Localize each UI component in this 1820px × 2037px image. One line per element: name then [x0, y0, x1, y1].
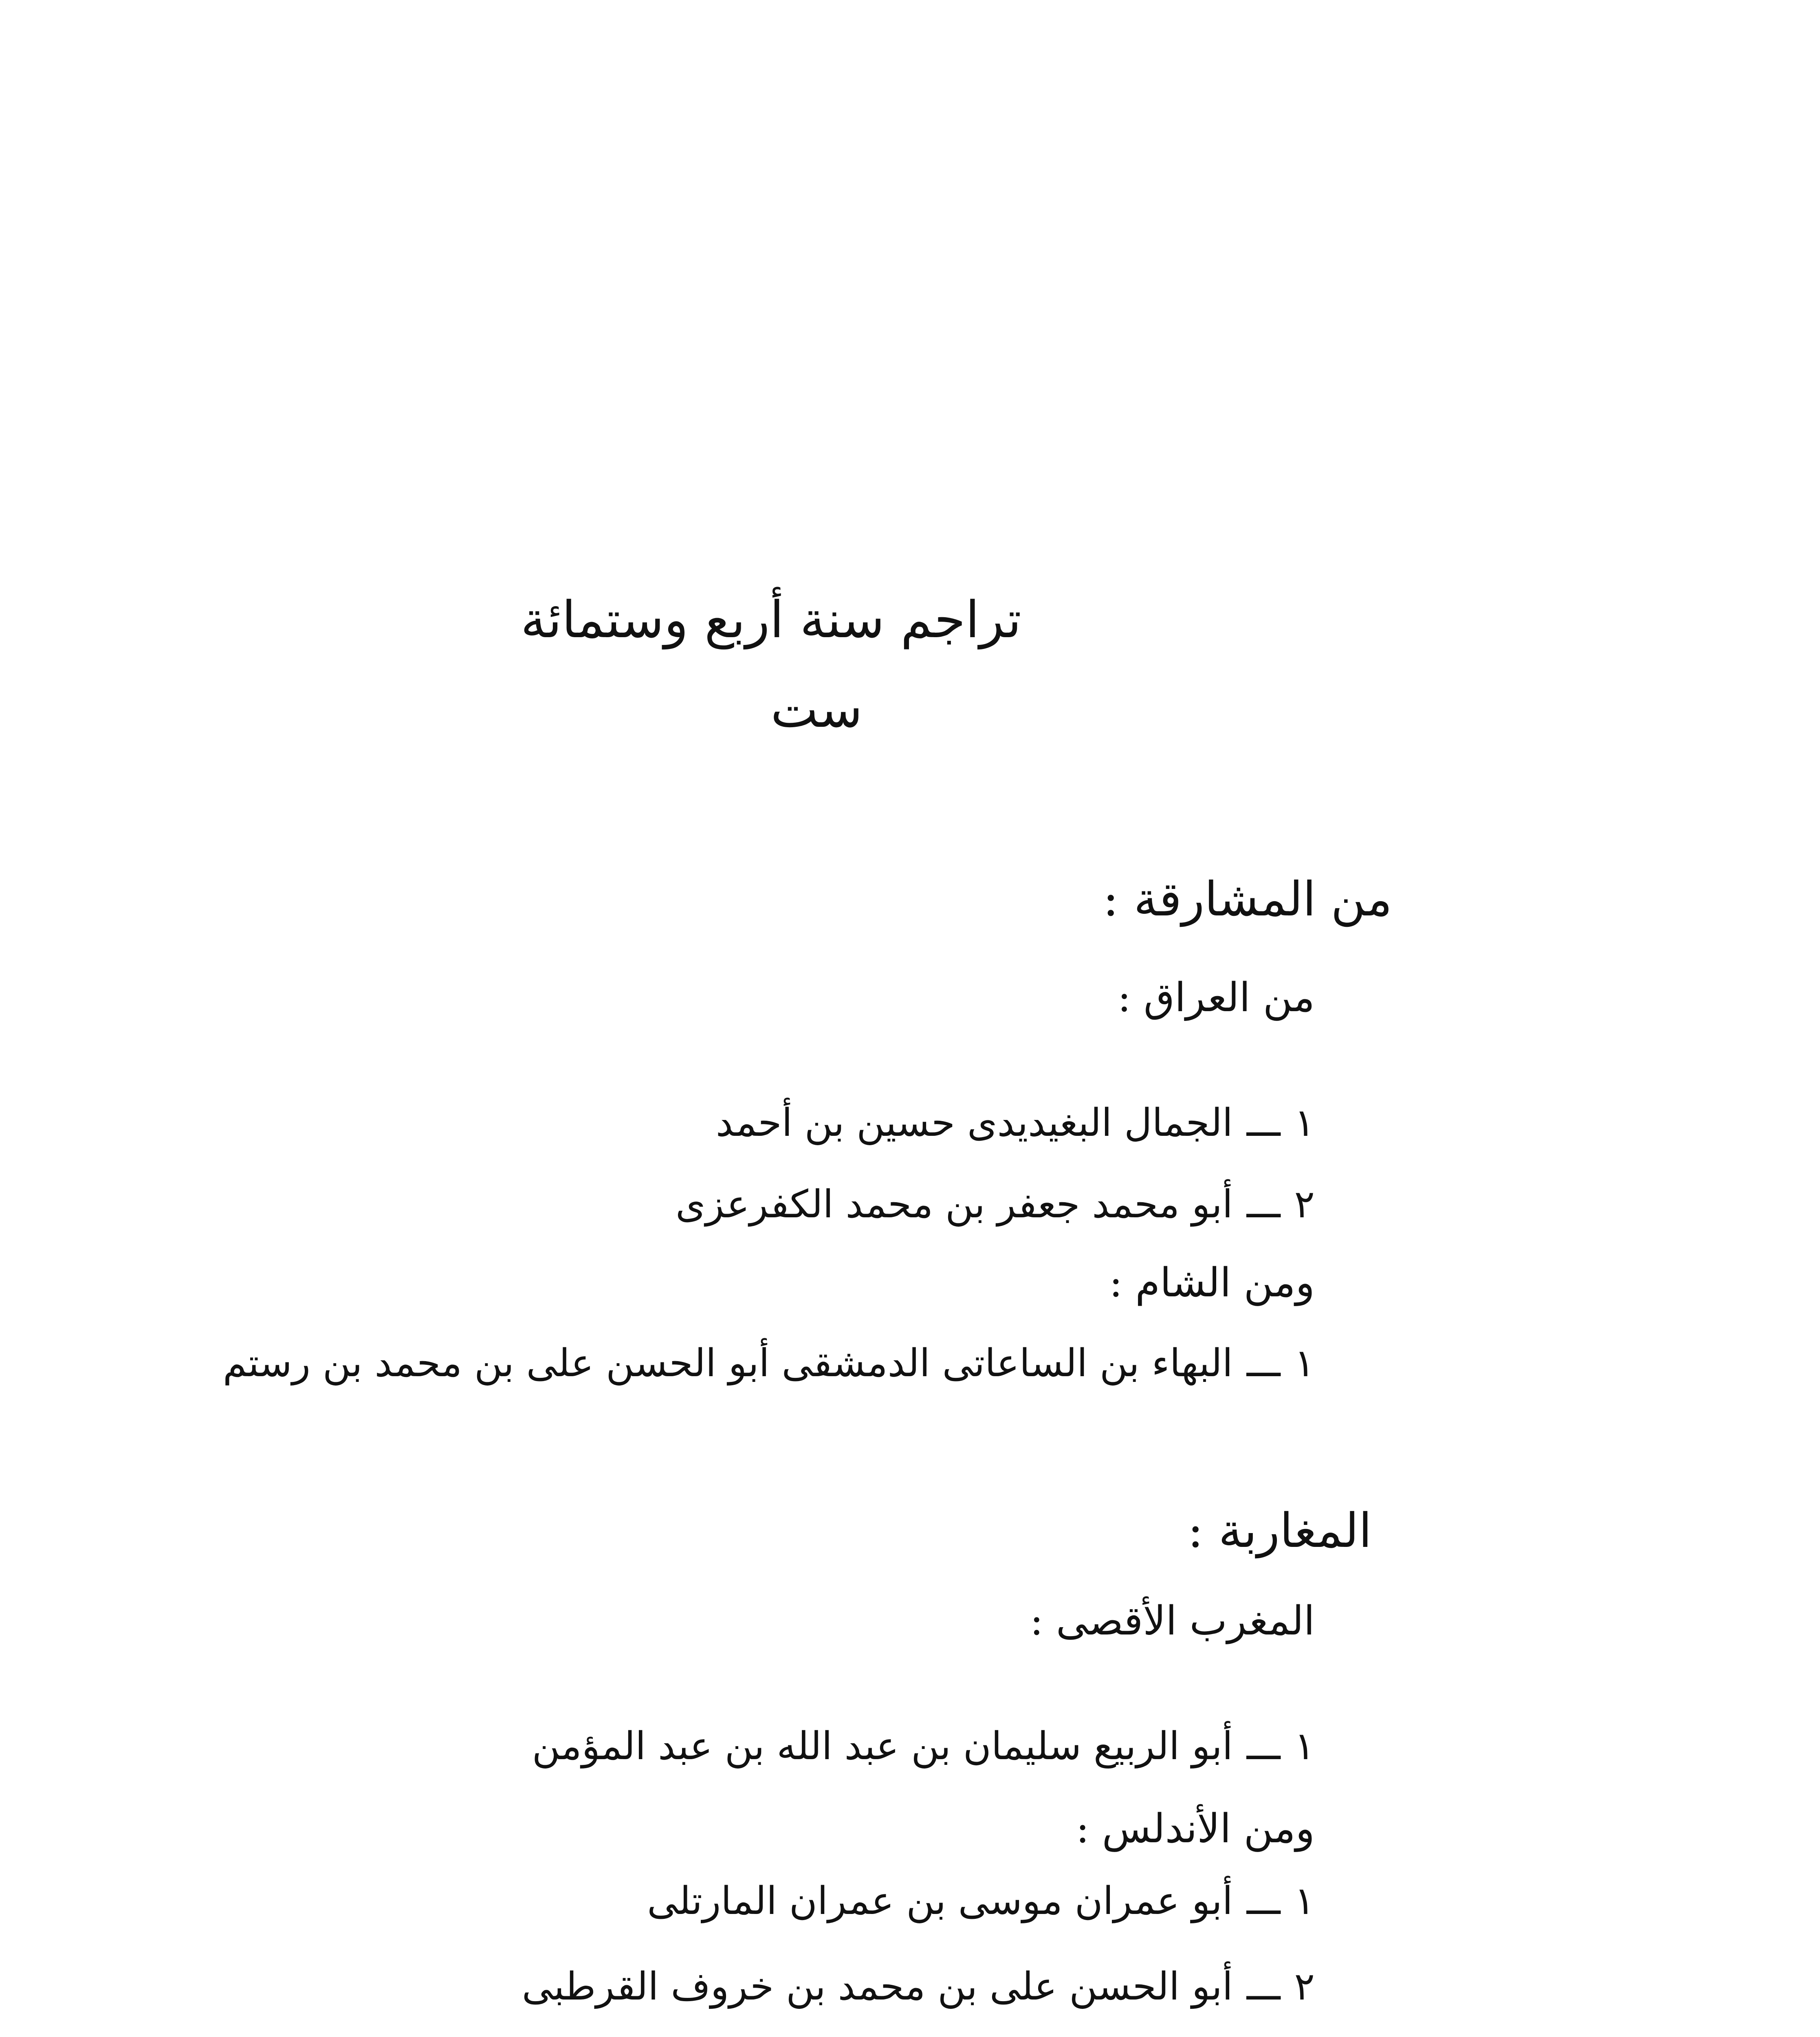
entry-dash: ـــ	[1246, 1101, 1281, 1145]
entry-text: أبو محمد جعفر بن محمد الكفرعزى	[676, 1182, 1233, 1227]
entry-text: أبو الربيع سليمان بن عبد الله بن عبد المؤمن	[532, 1724, 1233, 1769]
entry-number: ١	[1294, 1879, 1315, 1923]
list-item	[647, 1879, 1315, 1923]
section-mashariqa-title: من المشارقة :	[1103, 872, 1392, 927]
list-item	[715, 1101, 1315, 1145]
entry-dash: ـــ	[1246, 1724, 1281, 1769]
entry-text: أبو الحسن على بن محمد بن خروف القرطبى	[522, 1964, 1233, 2009]
entry-number: ١	[1294, 1101, 1315, 1145]
entry-number: ٢	[1294, 1964, 1315, 2009]
entry-dash: ـــ	[1246, 1341, 1281, 1386]
page-title: تراجم سنة أربع وستمائة	[520, 591, 1021, 649]
entry-number: ١	[1294, 1724, 1315, 1769]
entry-dash: ـــ	[1246, 1879, 1281, 1923]
subsection-aqsa-title: المغرب الأقصى :	[1030, 1598, 1315, 1644]
entry-text: الجمال البغيديدى حسين بن أحمد	[715, 1101, 1233, 1145]
entry-number: ٢	[1294, 1182, 1315, 1227]
entry-text: البهاء بن الساعاتى الدمشقى أبو الحسن على بن محمد بن رستم	[222, 1341, 1233, 1386]
subsection-sham-title: ومن الشام :	[1109, 1260, 1315, 1306]
entry-number: ١	[1294, 1341, 1315, 1386]
list-item	[222, 1341, 1315, 1386]
subsection-iraq-title: من العراق :	[1117, 975, 1315, 1021]
entry-dash: ـــ	[1246, 1964, 1281, 2009]
list-item	[522, 1964, 1315, 2009]
entry-text: أبو عمران موسى بن عمران المارتلى	[647, 1879, 1233, 1923]
entry-dash: ـــ	[1246, 1182, 1281, 1227]
section-magharaba-title: المغاربة :	[1187, 1503, 1372, 1558]
page-subtitle: ست	[770, 680, 863, 739]
list-item	[532, 1724, 1315, 1769]
list-item	[676, 1182, 1315, 1227]
subsection-andalus-title: ومن الأندلس :	[1076, 1806, 1315, 1852]
